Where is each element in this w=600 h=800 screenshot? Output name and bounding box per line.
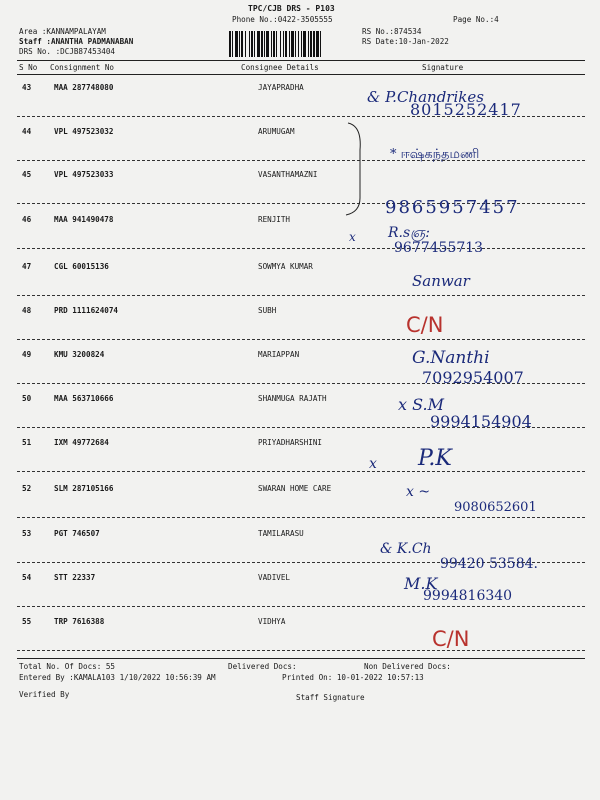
printed-on: Printed On: 10-01-2022 10:57:13 [282,673,424,682]
non-delivered-docs: Non Delivered Docs: [364,662,451,671]
signature-46-name: R.sஞ: [388,225,430,241]
row-sno: 50 [22,394,32,403]
signature-49-name: G.Nanthi [412,348,490,368]
total-docs: Total No. Of Docs: 55 [19,662,116,671]
row-consignment-no: PRD 1111624074 [54,306,119,315]
signature-52-phone: 9080652601 [454,500,537,515]
row-consignee-name: TAMILARASU [258,529,304,538]
table-row [0,438,600,458]
row-consignee-name: MARIAPPAN [258,350,300,359]
row-consignee-name: VASANTHAMAZNI [258,170,318,179]
row-consignment-no: KMU 3200824 [54,350,105,359]
row-consignment-no: STT 22337 [54,573,96,582]
signature-49-phone: 7092954007 [422,368,524,387]
staff-name: Staff :ANANTHA PADMANABAN [19,37,134,46]
row-consignee-name: SHANMUGA RAJATH [258,394,327,403]
row-consignee-name: ARUMUGAM [258,127,295,136]
signature-53-phone: 99420 53584. [440,556,538,572]
row-consignment-no: CGL 60015136 [54,262,109,271]
row-separator [17,339,585,340]
signature-43-phone: 8015252417 [410,100,522,119]
row-consignee-name: RENJITH [258,215,291,224]
table-row [0,127,600,147]
table-row [0,170,600,190]
signature-50-name: x S.M [398,395,444,414]
group-bracket [340,120,370,220]
col-signature-header: Signature [422,63,464,72]
row-sno: 52 [22,484,32,493]
row-sno: 55 [22,617,32,626]
signature-46-mark: x [349,230,356,244]
delivered-docs: Delivered Docs: [228,662,297,671]
phone-number: Phone No.:0422-3505555 [232,15,333,24]
row-consignee-name: PRIYADHARSHINI [258,438,323,447]
signature-48-cn: C/N [406,313,444,337]
signature-51: P.K [418,446,452,471]
table-row [0,215,600,235]
area: Area :KANNAMPALAYAM [19,27,106,36]
signature-54-name: M.K [404,574,438,593]
row-consignee-name: VIDHYA [258,617,286,626]
header-rule-bottom [17,74,585,75]
row-consignment-no: VPL 497523033 [54,170,114,179]
table-row [0,617,600,637]
signature-54-phone: 9994816340 [423,588,513,604]
signature-51-mark: x [369,456,377,472]
table-row [0,262,600,282]
row-separator [17,248,585,249]
row-consignment-no: MAA 563710666 [54,394,114,403]
row-sno: 51 [22,438,32,447]
row-sno: 49 [22,350,32,359]
signature-52-mark: x ~ [406,484,431,500]
row-sno: 48 [22,306,32,315]
row-consignment-no: MAA 287748080 [54,83,114,92]
header-rule-top [17,60,585,61]
row-consignee-name: SWARAN HOME CARE [258,484,332,493]
signature-47: Sanwar [412,272,470,290]
rs-date: RS Date:10-Jan-2022 [362,37,449,46]
barcode-bar [321,31,323,57]
row-consignment-no: TRP 7616388 [54,617,105,626]
signature-43-name: & P.Chandrikes [367,88,484,106]
table-row [0,350,600,370]
row-sno: 46 [22,215,32,224]
signature-46-phone: 9677455713 [394,240,484,256]
row-consignee-name: VADIVEL [258,573,291,582]
row-separator [17,650,585,651]
signature-44: * ஈஷ்கந்தமணி [390,147,480,162]
table-row [0,394,600,414]
table-row [0,306,600,326]
footer-rule [17,658,585,659]
page-number: Page No.:4 [453,15,499,24]
row-separator [17,517,585,518]
signature-53-name: & K.Ch [380,541,432,557]
verified-by: Verified By [19,690,70,699]
row-separator [17,471,585,472]
row-consignment-no: PGT 746507 [54,529,100,538]
row-sno: 53 [22,529,32,538]
row-sno: 43 [22,83,32,92]
row-sno: 54 [22,573,32,582]
row-consignee-name: JAYAPRADHA [258,83,304,92]
entered-by: Entered By :KAMALA103 1/10/2022 10:56:39 AM [19,673,216,682]
rs-number: RS No.:874534 [362,27,422,36]
row-consignment-no: IXM 49772684 [54,438,109,447]
row-consignment-no: MAA 941490478 [54,215,114,224]
row-sno: 47 [22,262,32,271]
row-sno: 45 [22,170,32,179]
table-row [0,529,600,549]
col-consignment-header: Consignment No [50,63,115,72]
barcode [229,31,353,57]
col-consignee-header: Consignee Details [241,63,319,72]
signature-45-phone: 9865957457 [385,197,520,218]
drs-number: DRS No. :DCJB87453404 [19,47,116,56]
signature-55-cn: C/N [432,627,470,651]
row-separator [17,606,585,607]
row-consignment-no: VPL 497523032 [54,127,114,136]
row-sno: 44 [22,127,32,136]
row-consignee-name: SOWMYA KUMAR [258,262,313,271]
row-consignment-no: SLM 287105166 [54,484,114,493]
col-sno-header: S No [19,63,38,72]
staff-signature-label: Staff Signature [296,693,365,702]
row-separator [17,295,585,296]
row-separator [17,160,585,161]
row-consignee-name: SUBH [258,306,277,315]
signature-50-phone: 9994154904 [430,412,532,431]
drs-title: TPC/CJB DRS - P103 [248,4,335,13]
